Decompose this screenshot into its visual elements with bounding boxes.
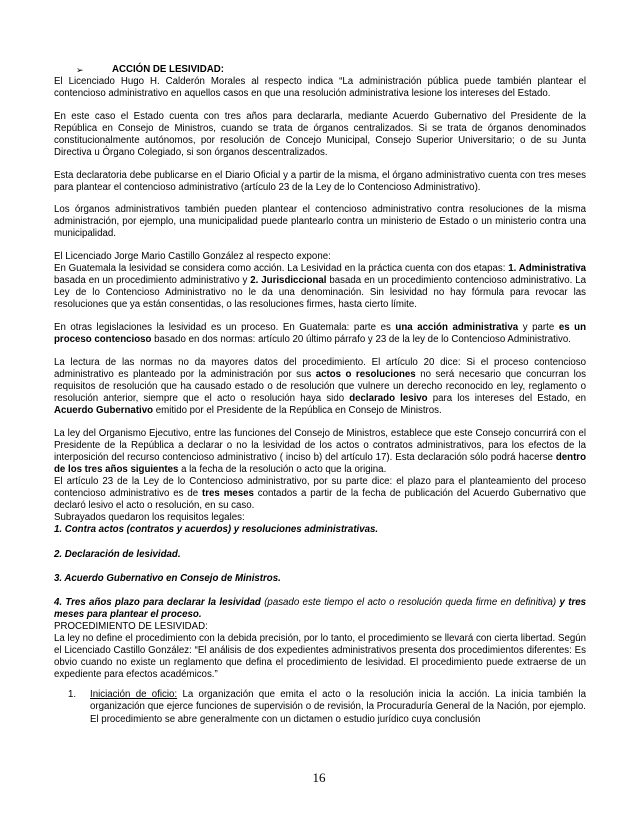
procedimiento-text: La ley no define el procedimiento con la debida precisión, por lo tanto, el procedimiento se llevará con cierta libertad. Según el Licenciado Castillo González: “El análisis de dos expedientes administrativos presenta dos procedimientos diferentes: Es obvio cuando no existe un reglamento que defina el procedimiento de lesividad. El procedimiento puede extraerse de un expediente para efectos académicos.”	[54, 632, 586, 681]
procedimiento-title: PROCEDIMIENTO DE LESIVIDAD:	[54, 620, 208, 632]
requisito-1: 1. Contra actos (contratos y acuerdos) y resoluciones administrativas.	[54, 524, 379, 536]
requisito-4: 4. Tres años plazo para declarar la lesividad (pasado este tiempo el acto o resolución queda firme en definitiva) y tres meses para plantear el proceso.	[54, 596, 587, 620]
ley-organismo-text: La ley del Organismo Ejecutivo, entre las funciones del Consejo de Ministros, establece que este Consejo concurrirá con el Presidente de la República a declarar o no la lesividad de los actos o contratos administrativos, para los efectos de la interposición del recurso contencioso administrativo ( inciso b) del artículo 17). Esta declaración sólo podrá hacerse dentro de los tres años siguientes a la fecha de la resolución o acto que la origina.	[54, 427, 586, 475]
section-heading	[54, 64, 586, 76]
list-item-text: La organización que emita el acto o la resolución inicia la acción. La inicia también la organización que ejerce funciones de supervisión o de revisión, la Procuraduría General de la Nación, por ejemplo. El procedimiento se abre generalmente con un dictamen o estudio jurídico cuya conclusión	[90, 689, 586, 725]
paragraph-tres-anos: En este caso el Estado cuenta con tres años para declararla, mediante Acuerdo Gubernativo del Presidente de la República en Consejo de Ministros, cuando se trata de órganos centralizados. Si se trata de órganos denominados constitucionalmente autónomos, por resolución de Concejo Municipal, Consejo Superior Universitario; o de su Junta Directiva u Órgano Colegiado, si son órganos descentralizados.	[54, 110, 586, 158]
list-item-label: Iniciación de oficio:	[90, 689, 178, 701]
paragraph-diario-oficial: Esta declaratoria debe publicarse en el Diario Oficial y a partir de la misma, el órgano administrativo cuenta con tres meses para plantear el contencioso administrativo (artículo 23 de la Ley de lo Contencioso Administrativo).	[54, 169, 586, 193]
section-title: ACCIÓN DE LESIVIDAD:	[112, 64, 224, 75]
paragraph-organismo-ejecutivo	[54, 428, 586, 525]
paragraph-organos: Los órganos administrativos también pueden plantear el contencioso administrativo contra resoluciones de la misma administración, por ejemplo, una municipalidad puede plantearlo contra un ministerio de Estado o un ministerio contra una municipalidad.	[54, 204, 586, 240]
arrow-bullet-icon: ➢	[76, 65, 84, 75]
list-number: 1.	[68, 689, 77, 701]
articulo-23-text: El artículo 23 de la Ley de lo Contencioso administrativo, por su parte dice: el plazo para el planteamiento del proceso contencioso administrativo es de tres meses contados a partir de la fecha de publicación del Acuerdo Gubernativo que declaró lesivo el acto o resolución, en su caso.	[54, 476, 586, 512]
paragraph-otras-legislaciones: En otras legislaciones la lesividad es un proceso. En Guatemala: parte es una acción administrativa y parte es un proceso contencioso basado en dos normas: artículo 20 último párrafo y 23 de la ley de lo Contencioso Administrativo.	[54, 322, 586, 346]
castillo-intro: El Licenciado Jorge Mario Castillo González al respecto expone:	[54, 251, 331, 263]
subrayados-text: Subrayados quedaron los requisitos legales:	[54, 512, 245, 524]
paragraph-articulo-20: La lectura de las normas no da mayores datos del procedimiento. El artículo 20 dice: Si el proceso contencioso administrativo es planteado por la administración por sus actos o resoluciones no será necesario que concurran los requisitos de resolución que ha causado estado o de resolución que vulnere un derecho reconocido en ley, reglamento o resolución anterior, siempre que el acto o resolución haya sido declarado lesivo para los intereses del Estado, en Acuerdo Gubernativo emitido por el Presidente de la República en Consejo de Ministros.	[54, 356, 586, 417]
castillo-text: En Guatemala la lesividad se considera como acción. La Lesividad en la práctica cuenta con dos etapas: 1. Administrativa basada en un procedimiento administrativo y 2. Jurisdiccional basada en un procedimiento contencioso administrativo. La Ley de lo Contencioso Administrativo no le da una denominación. Sin lesividad no hay fórmula para revocar las resoluciones que ya están consentidas, o las resoluciones firmes, hasta cierto límite.	[54, 263, 586, 311]
list-item	[54, 689, 586, 725]
requisito-3: 3. Acuerdo Gubernativo en Consejo de Ministros.	[54, 572, 281, 584]
document-body	[54, 64, 586, 726]
requisito-2: 2. Declaración de lesividad.	[54, 548, 181, 560]
paragraph-calderon: El Licenciado Hugo H. Calderón Morales al respecto indica “La administración pública puede también plantear el contencioso administrativo en aquellos casos en que una resolución administrativa lesione los intereses del Estado.	[54, 76, 586, 100]
page-number: 16	[312, 770, 326, 785]
paragraph-castillo	[54, 251, 586, 311]
